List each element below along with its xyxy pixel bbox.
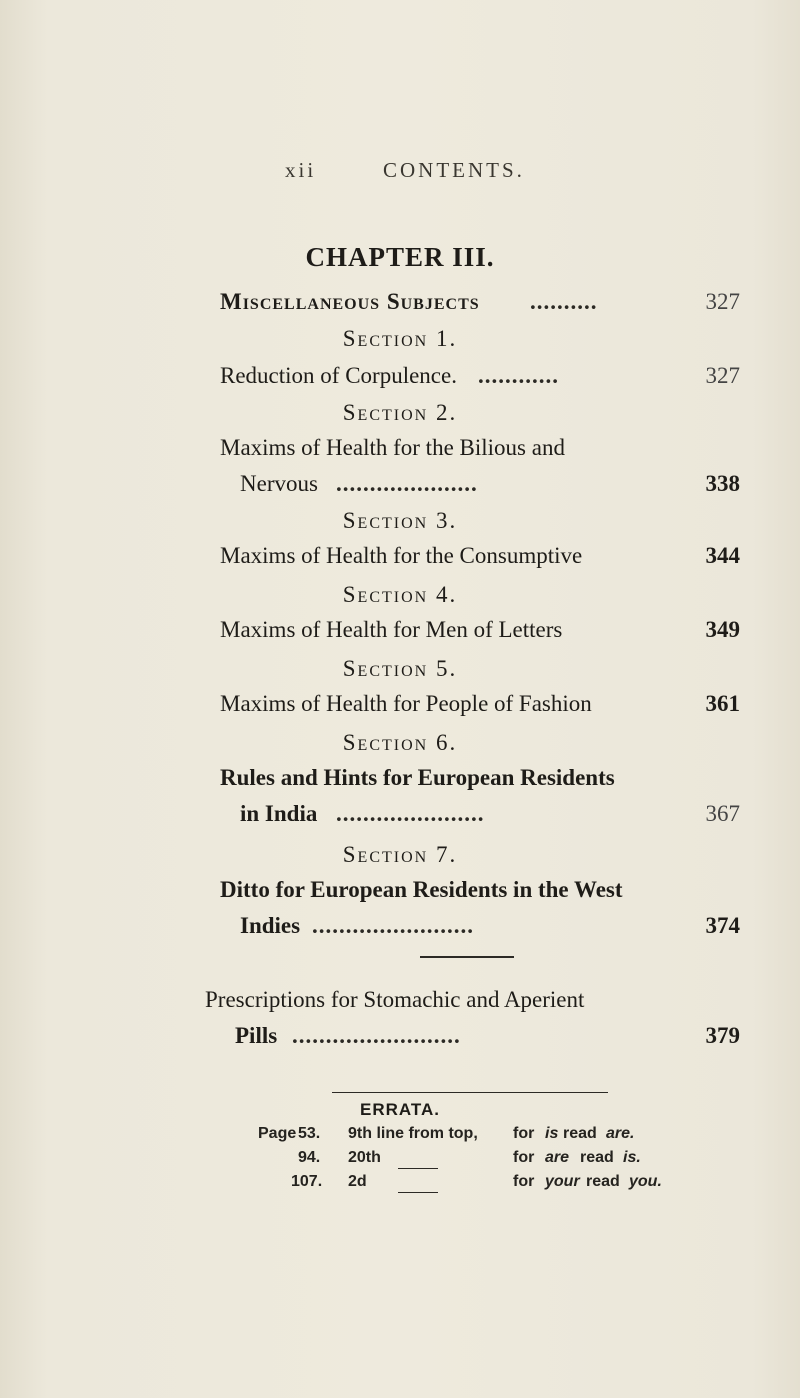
- section-divider-rule: [420, 956, 514, 958]
- section-heading-1: Section 1.: [342, 326, 458, 351]
- toc-entry-s2-line2: [220, 468, 740, 500]
- toc-entry-s6-line1: [220, 762, 740, 794]
- errata-rule: [332, 1092, 608, 1093]
- errata-for: for: [513, 1125, 535, 1142]
- errata-page-label: Page: [258, 1125, 297, 1142]
- toc-leader-dots: ......................: [336, 801, 485, 826]
- toc-entry-s5: [220, 688, 740, 720]
- toc-entry-text: Maxims of Health for the Consumptive: [220, 543, 583, 568]
- section-heading-5: Section 5.: [342, 656, 458, 681]
- toc-entry-text: Pills: [235, 1023, 278, 1048]
- toc-entry-prescriptions-line2: [220, 1020, 740, 1052]
- errata-right: are.: [606, 1125, 635, 1142]
- toc-entry-s4: [220, 614, 740, 646]
- toc-entry-text: Miscellaneous Subjects: [220, 289, 480, 314]
- errata-read: read: [586, 1173, 620, 1190]
- toc-leader-dots: ............: [478, 363, 559, 388]
- toc-leader-dots: ..........: [530, 289, 598, 314]
- errata-wrong: is: [545, 1125, 559, 1142]
- section-heading-2: Section 2.: [342, 400, 458, 425]
- toc-leader-dots: ........................: [312, 913, 474, 938]
- toc-page-number: 379: [705, 1023, 740, 1048]
- toc-entry-text: in India: [240, 801, 318, 826]
- toc-entry-text: Maxims of Health for the Bilious and: [220, 435, 565, 460]
- toc-entry-text: Prescriptions for Stomachic and Aperient: [205, 987, 585, 1012]
- toc-page-number: 344: [705, 543, 740, 568]
- toc-page-number: 327: [705, 363, 740, 388]
- errata-row: [258, 1170, 718, 1194]
- running-title: CONTENTS.: [383, 158, 525, 182]
- toc-leader-dots: .........................: [292, 1023, 461, 1048]
- toc-page-number: 327: [705, 289, 740, 314]
- toc-entry-text: Ditto for European Residents in the West: [220, 877, 623, 902]
- toc-entry-s2-line1: [220, 432, 740, 464]
- errata-page: 53.: [298, 1125, 321, 1142]
- section-heading-4: Section 4.: [342, 582, 458, 607]
- toc-entry-text: Reduction of Corpulence.: [220, 363, 457, 388]
- toc-page-number: 361: [705, 691, 740, 716]
- errata-for: for: [513, 1149, 535, 1166]
- section-heading-6: Section 6.: [342, 730, 458, 755]
- toc-entry-text: Maxims of Health for Men of Letters: [220, 617, 563, 642]
- errata-wrong: your: [545, 1173, 580, 1190]
- toc-entry-s6-line2: [220, 798, 740, 830]
- errata-line: 9th line from top,: [348, 1125, 478, 1142]
- toc-entry-s1: [220, 360, 740, 392]
- toc-entry-text: Maxims of Health for People of Fashion: [220, 691, 592, 716]
- errata-page: 94.: [298, 1149, 321, 1166]
- errata-for: for: [513, 1173, 535, 1190]
- page-folio: xii: [285, 158, 317, 182]
- errata-row: [258, 1122, 718, 1146]
- toc-entry-text: Nervous: [240, 471, 318, 496]
- errata-line: 20th: [348, 1149, 381, 1166]
- errata-row: [258, 1146, 718, 1170]
- toc-page-number: 349: [705, 617, 740, 642]
- toc-entry-text: Indies: [240, 913, 301, 938]
- toc-entry-s7-line2: [220, 910, 740, 942]
- errata-right: is.: [623, 1149, 641, 1166]
- errata-read: read: [563, 1125, 597, 1142]
- errata-line: 2d: [348, 1173, 367, 1190]
- section-heading-7: Section 7.: [342, 842, 458, 867]
- errata-wrong: are: [545, 1149, 570, 1166]
- toc-entry-s7-line1: [220, 874, 740, 906]
- toc-leader-dots: .....................: [336, 471, 478, 496]
- errata-read: read: [580, 1149, 614, 1166]
- toc-entry-s3: [220, 540, 740, 572]
- errata-page: 107.: [291, 1173, 323, 1190]
- toc-page-number: 367: [705, 801, 740, 826]
- section-heading-3: Section 3.: [342, 508, 458, 533]
- chapter-heading: CHAPTER III.: [305, 242, 495, 272]
- toc-entry-prescriptions-line1: [205, 984, 740, 1016]
- toc-entry-text: Rules and Hints for European Residents: [220, 765, 615, 790]
- toc-entry-misc: [220, 286, 740, 318]
- toc-page-number: 374: [705, 913, 740, 938]
- ditto-dash: [398, 1181, 438, 1205]
- errata-right: you.: [629, 1173, 662, 1190]
- toc-page-number: 338: [705, 471, 740, 496]
- errata-title: ERRATA.: [359, 1100, 441, 1119]
